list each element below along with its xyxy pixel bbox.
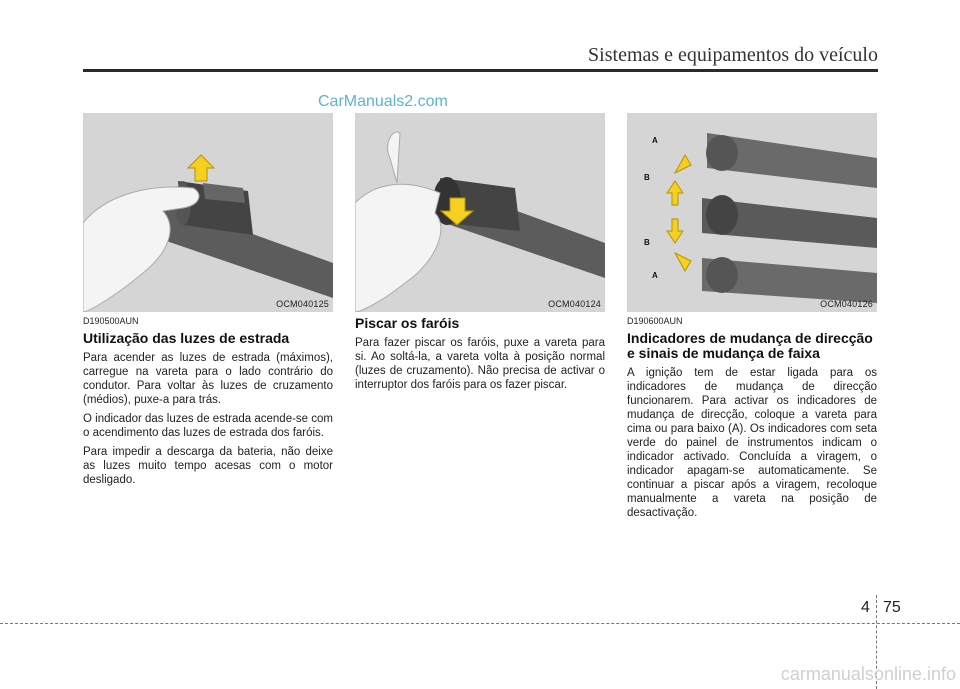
up-arrow-icon (667, 181, 683, 205)
paragraph: A ignição tem de estar ligada para os indicadores de mudança de direcção funcionarem. Para activar os indicadores de mudança de direcção, coloque a vareta para cima ou para baixo (A). Os indicadores com seta verde do painel de instrumentos indicam o indicador activado. Concluída a viragem, o indicador apagam-se automaticamente. Se continuar a piscar após a viragem, recoloque manualmente a vareta na posição de desactivação. (627, 367, 877, 519)
page-header-title: Sistemas e equipamentos do veículo (588, 44, 878, 66)
section-high-beam (83, 316, 333, 492)
figure-label: A (652, 271, 658, 280)
paragraph: Para fazer piscar os faróis, puxe a vareta para si. Ao soltá-la, a vareta volta à posição normal (luzes de cruzamento). Não precisa de activar o interruptor dos faróis para os fazer piscar. (355, 337, 605, 391)
down-arrow-icon (667, 219, 683, 243)
turn-signal-illustration (627, 113, 877, 312)
watermark-top[interactable]: CarManuals2.com (318, 93, 448, 110)
section-title: Indicadores de mudança de direcção e sinais de mudança de faixa (627, 330, 873, 361)
paragraph: Para acender as luzes de estrada (máximos), carregue na vareta para o lado contrário do condutor. Para voltar às luzes de cruzamento (médios), puxe-a para trás. (83, 352, 333, 406)
down-arrow-icon (675, 253, 691, 271)
header-rule (83, 69, 878, 72)
figure-high-beam (83, 113, 333, 312)
watermark-bottom[interactable]: carmanualsonline.info (780, 664, 956, 684)
doc-code: D190600AUN (627, 316, 683, 326)
section-turn-signal (627, 316, 877, 525)
figure-label: B (644, 238, 650, 247)
figure-flash-beam (355, 113, 605, 312)
high-beam-illustration (83, 113, 333, 312)
up-arrow-icon (188, 155, 214, 181)
section-title: Piscar os faróis (355, 315, 460, 331)
figure-turn-signal (627, 113, 877, 312)
figure-label: B (644, 173, 650, 182)
figure-label: A (652, 136, 658, 145)
doc-code: D190500AUN (83, 316, 139, 326)
page-number: 75 (883, 599, 901, 616)
footer-rule (0, 623, 960, 624)
paragraph: O indicador das luzes de estrada acende-se com o acendimento das luzes de estrada dos faróis. (83, 413, 333, 439)
figure-code: OCM040124 (548, 299, 601, 309)
figure-code: OCM040125 (276, 299, 329, 309)
flash-beam-illustration (355, 113, 605, 312)
figure-code: OCM040126 (820, 299, 873, 309)
up-arrow-icon (675, 155, 691, 173)
paragraph: Para impedir a descarga da bateria, não deixe as luzes muito tempo acesas com o motor desligado. (83, 446, 333, 486)
section-flash (355, 316, 605, 397)
chapter-number: 4 (861, 599, 870, 616)
section-title: Utilização das luzes de estrada (83, 330, 290, 346)
